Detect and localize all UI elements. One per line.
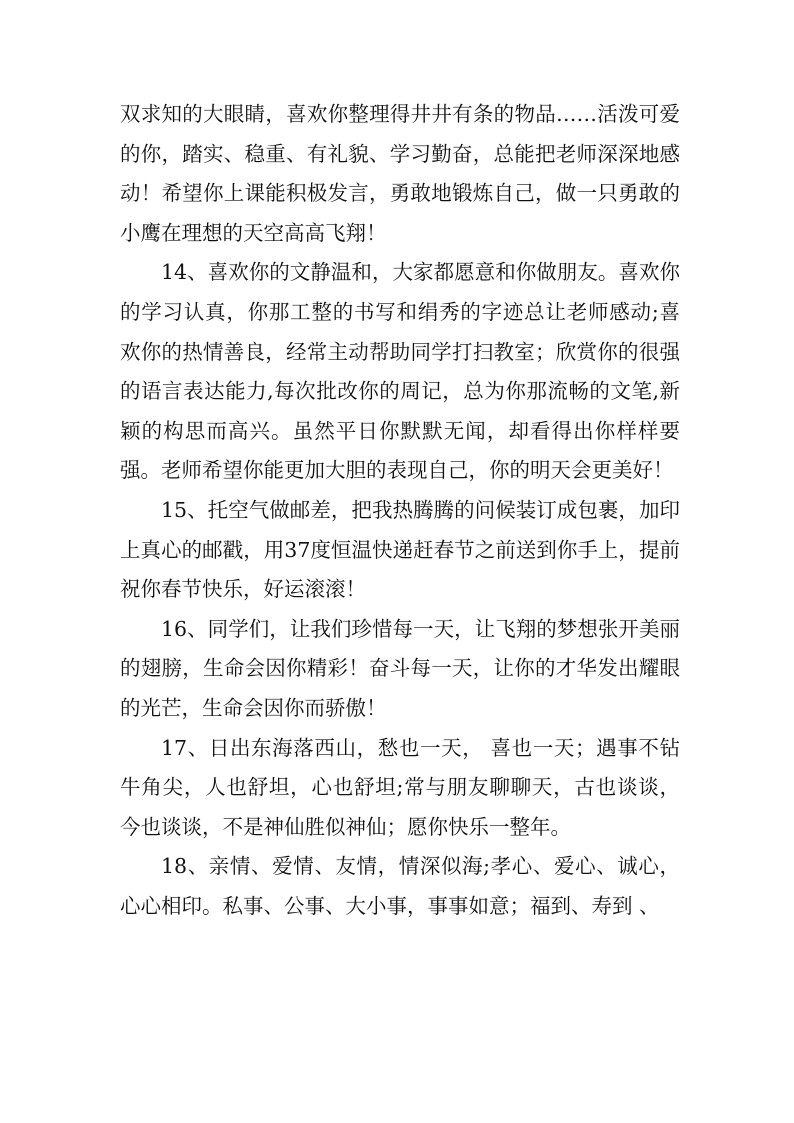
paragraph-continuation: 双求知的大眼睛，喜欢你整理得井井有条的物品……活泼可爱的你，踏实、稳重、有礼貌、学习勤奋，总能把老师深深地感动！希望你上课能积极发言，勇敢地锻炼自己，做一只勇敢的小鹰在理想的天空高高飞翔！ <box>120 102 680 245</box>
document-body <box>120 95 680 926</box>
paragraph-15: 15、托空气做邮差，把我热腾腾的问候装订成包裹，加印上真心的邮戳，用37度恒温快递赶春节之前送到你手上，提前祝你春节快乐，好运滚滚！ <box>120 497 680 602</box>
paragraph-17: 17、日出东海落西山，愁也一天， 喜也一天；遇事不钻牛角尖，人也舒坦，心也舒坦;常与朋友聊聊天，古也谈谈，今也谈谈，不是神仙胜似神仙；愿你快乐一整年。 <box>120 735 680 839</box>
paragraph-18: 18、亲情、爱情、友情，情深似海;孝心、爱心、诚心，心心相印。私事、公事、大小事，事事如意；福到、寿到 、 <box>120 854 680 918</box>
paragraph-16: 16、同学们，让我们珍惜每一天，让飞翔的梦想张开美丽的翅膀，生命会因你精彩！奋斗每一天，让你的才华发出耀眼的光芒，生命会因你而骄傲！ <box>120 616 680 720</box>
paragraph-14: 14、喜欢你的文静温和，大家都愿意和你做朋友。喜欢你的学习认真，你那工整的书写和绢秀的字迹总让老师感动;喜欢你的热情善良，经常主动帮助同学打扫教室；欣赏你的很强的语言表达能力,每次批改你的周记，总为你那流畅的文笔,新颖的构思而高兴。虽然平日你默默无闻，却看得出你样样要强。老师希望你能更加大胆的表现自己，你的明天会更美好！ <box>120 260 680 483</box>
